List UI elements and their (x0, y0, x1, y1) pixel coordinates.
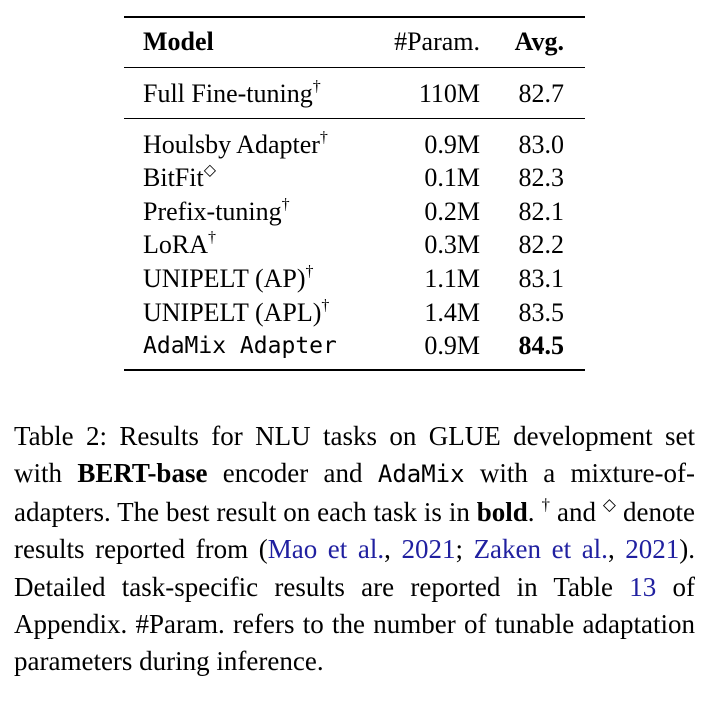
citation-year-link[interactable]: 2021 (625, 534, 680, 565)
header-avg: Avg. (514, 27, 564, 56)
adamix-mono: AdaMix (377, 460, 465, 489)
dagger-mark: † (312, 78, 321, 95)
table-bottom-rule (124, 369, 585, 371)
table-row-model: LoRA† (143, 229, 216, 259)
table-row-avg: 82.3 (518, 163, 564, 192)
table-row-params: 1.4M (424, 298, 480, 327)
diamond-mark: ◇ (602, 494, 617, 514)
dagger-mark: † (321, 297, 330, 314)
baseline-rule (124, 118, 585, 119)
table-row-model: Prefix-tuning† (143, 196, 290, 226)
header-model: Model (143, 27, 214, 56)
table-row-model: UNIPELT (AP)† (143, 263, 314, 293)
dagger-mark: † (208, 229, 216, 246)
table-row-params: 0.9M (424, 130, 480, 159)
table-caption: Table 2: Results for NLU tasks on GLUE development set with BERT-base encoder and AdaMix with a mixture-of-adapters. The best result on each task is in bold. † and ◇ denote results reported from (Mao et al., 2021; Zaken et al., 2021). Detailed task-specific results are reported in Table 13 of Appendix. #Param. refers to the number of tunable adaptation parameters during inference. (14, 421, 696, 677)
caption-label: Table 2: (14, 421, 107, 451)
table-row-params: 1.1M (424, 264, 480, 293)
table-row-avg-best: 84.5 (518, 331, 564, 360)
table-ref-link[interactable]: 13 (629, 571, 657, 602)
baseline-model: Full Fine-tuning† (143, 78, 321, 108)
dagger-mark: † (281, 196, 290, 213)
table-row-params: 0.1M (424, 163, 480, 192)
table-row-model: UNIPELT (APL)† (143, 297, 330, 327)
table-row-params: 0.3M (424, 230, 480, 259)
baseline-params: 110M (418, 79, 480, 108)
header-params: #Param. (394, 27, 480, 56)
citation-link[interactable]: Zaken et al. (473, 534, 608, 565)
table-row-avg: 83.0 (518, 130, 564, 159)
citation-year-link[interactable]: 2021 (401, 534, 456, 565)
table-row-params: 0.2M (424, 197, 480, 226)
dagger-mark: † (319, 129, 328, 146)
bold-word: bold (476, 496, 528, 527)
table-row-model: Houlsby Adapter† (143, 129, 328, 159)
dagger-mark: † (541, 494, 551, 514)
table-row-avg: 82.1 (518, 197, 564, 226)
table-row-avg: 82.2 (518, 230, 564, 259)
table-top-rule (124, 16, 585, 18)
baseline-avg: 82.7 (518, 79, 564, 108)
bert-base-bold: BERT-base (77, 458, 208, 489)
header-rule (124, 67, 585, 68)
citation-link[interactable]: Mao et al. (267, 534, 385, 565)
table-row-params: 0.9M (424, 331, 480, 360)
table-row-avg: 83.1 (518, 264, 564, 293)
table-row-model: AdaMix Adapter (143, 333, 337, 359)
diamond-mark: ◇ (203, 162, 217, 179)
dagger-mark: † (305, 263, 314, 280)
table-row-avg: 83.5 (518, 298, 564, 327)
table-row-model: BitFit◇ (143, 162, 217, 192)
